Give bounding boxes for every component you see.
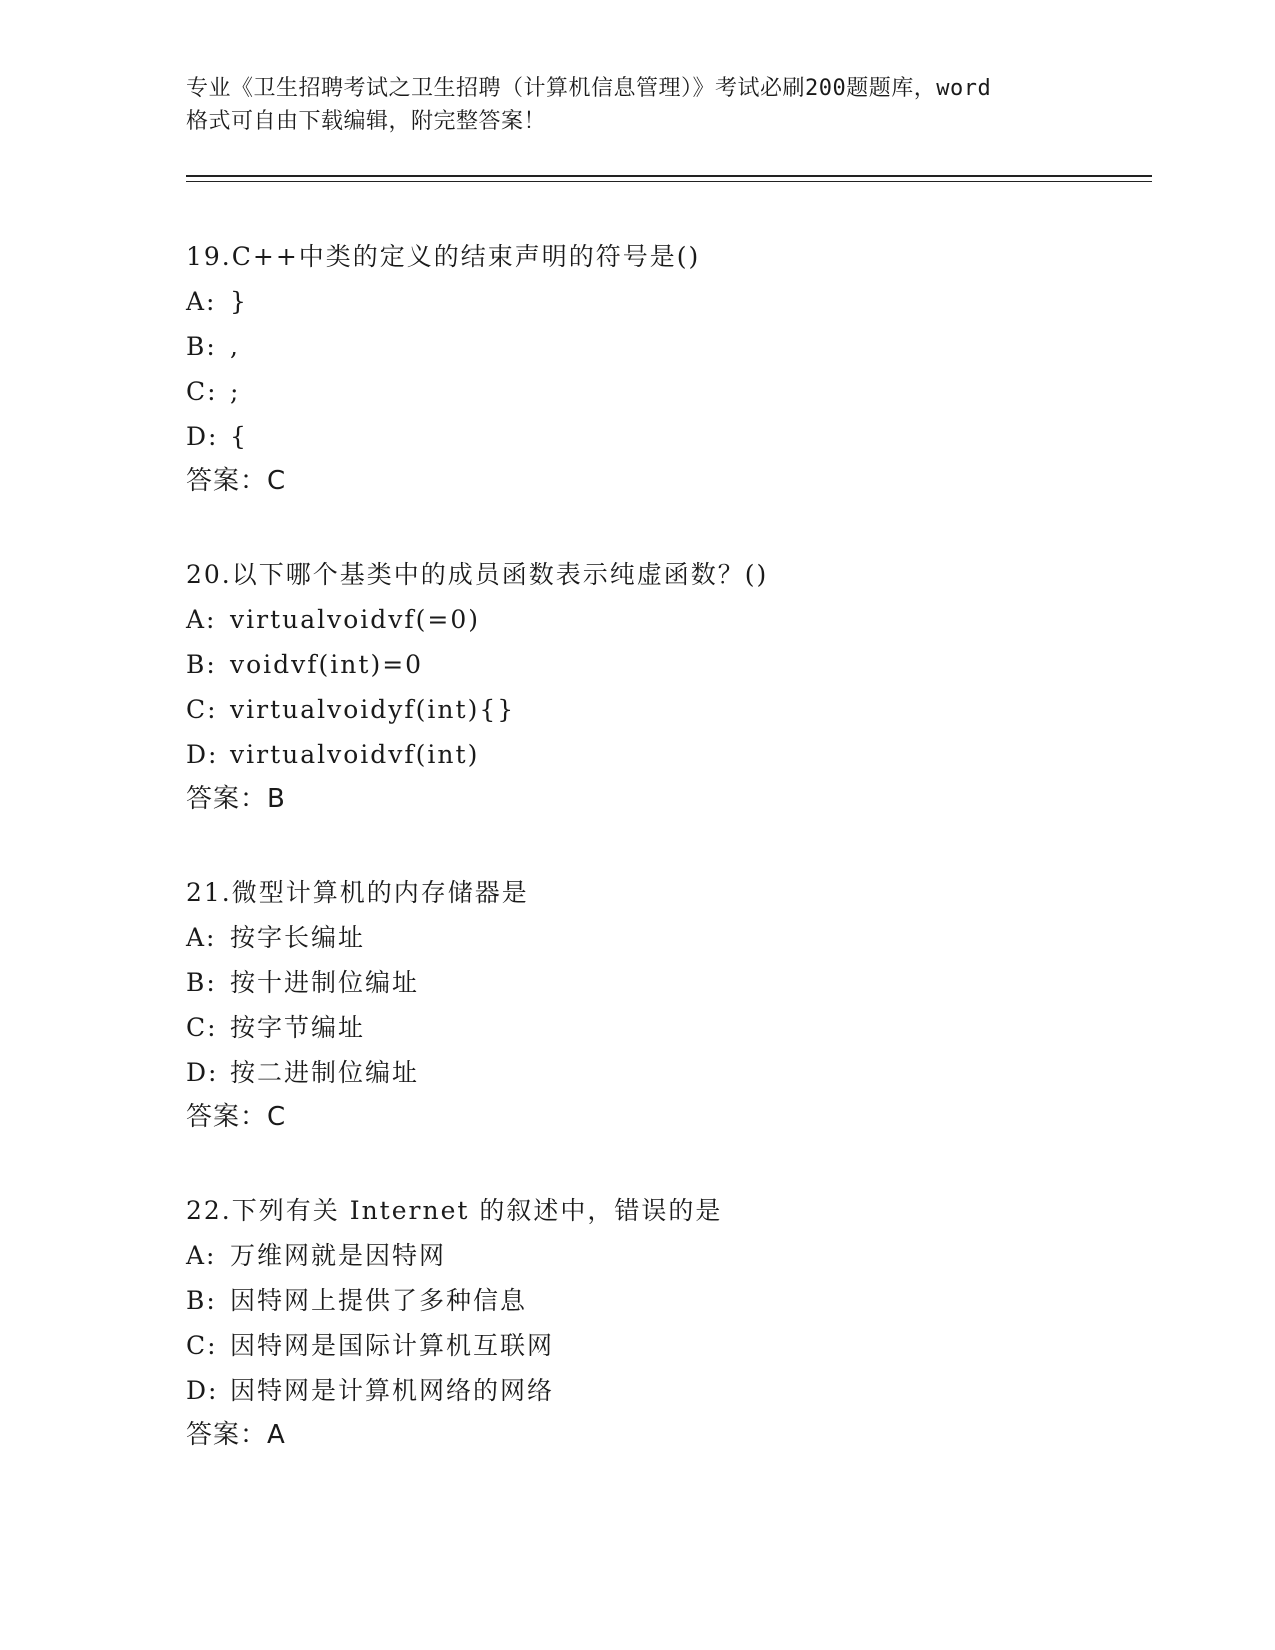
option-text: 按二进制位编址: [230, 1058, 420, 1087]
question-19: [186, 234, 1136, 504]
option-key: C:: [186, 1013, 218, 1042]
option-key: D:: [186, 740, 219, 769]
option-key: D:: [186, 1058, 219, 1087]
option-key: C:: [186, 695, 218, 724]
question-title: 22.下列有关 Internet 的叙述中，错误的是: [186, 1196, 723, 1225]
option-text: 因特网是国际计算机互联网: [230, 1331, 555, 1360]
option-d: [186, 1368, 1136, 1413]
option-key: A:: [186, 287, 217, 316]
option-text: 按字长编址: [230, 923, 366, 952]
option-c: [186, 687, 1136, 732]
header-divider-top: [186, 175, 1152, 177]
question-title: 19.C++中类的定义的结束声明的符号是(): [186, 242, 701, 271]
option-key: B:: [186, 968, 217, 997]
option-text: virtualvoidvf(int): [230, 740, 480, 769]
option-text: 按十进制位编址: [230, 968, 420, 997]
option-key: B:: [186, 1286, 217, 1315]
option-key: A:: [186, 605, 217, 634]
question-title: 21.微型计算机的内存储器是: [186, 878, 529, 907]
option-text: 万维网就是因特网: [230, 1241, 447, 1270]
option-text: virtualvoidyf(int){}: [230, 695, 516, 724]
option-a: [186, 279, 1136, 324]
question-20: [186, 552, 1136, 822]
option-key: B:: [186, 332, 217, 361]
header-line-1: 专业《卫生招聘考试之卫生招聘（计算机信息管理）》考试必刷200题题库，word: [186, 76, 992, 101]
header-divider-bottom: [186, 181, 1152, 182]
option-key: C:: [186, 377, 218, 406]
option-a: [186, 1233, 1136, 1278]
header-line-2: 格式可自由下载编辑，附完整答案！: [186, 109, 547, 134]
option-c: [186, 1323, 1136, 1368]
answer: 答案：C: [186, 466, 287, 496]
answer: 答案：B: [186, 784, 286, 814]
document-header: [186, 72, 1086, 138]
option-b: [186, 324, 1136, 369]
question-21: [186, 870, 1136, 1140]
answer: 答案：C: [186, 1102, 287, 1132]
option-text: ,: [230, 332, 240, 361]
option-key: A:: [186, 1241, 217, 1270]
option-d: [186, 1050, 1136, 1095]
option-text: {: [230, 422, 248, 451]
option-a: [186, 915, 1136, 960]
option-text: 按字节编址: [230, 1013, 366, 1042]
option-text: voidvf(int)=0: [230, 650, 424, 679]
option-key: B:: [186, 650, 217, 679]
option-d: [186, 732, 1136, 777]
option-key: A:: [186, 923, 217, 952]
question-title: 20.以下哪个基类中的成员函数表示纯虚函数？(): [186, 560, 769, 589]
option-c: [186, 369, 1136, 414]
option-b: [186, 1278, 1136, 1323]
option-d: [186, 414, 1136, 459]
option-b: [186, 642, 1136, 687]
answer: 答案：A: [186, 1420, 286, 1450]
option-text: 因特网是计算机网络的网络: [230, 1376, 555, 1405]
option-a: [186, 597, 1136, 642]
option-text: }: [230, 287, 248, 316]
option-text: ;: [230, 377, 241, 406]
question-22: [186, 1188, 1136, 1458]
option-key: C:: [186, 1331, 218, 1360]
option-key: D:: [186, 1376, 219, 1405]
option-text: 因特网上提供了多种信息: [230, 1286, 528, 1315]
option-key: D:: [186, 422, 219, 451]
option-text: virtualvoidvf(=0): [230, 605, 481, 634]
option-b: [186, 960, 1136, 1005]
option-c: [186, 1005, 1136, 1050]
